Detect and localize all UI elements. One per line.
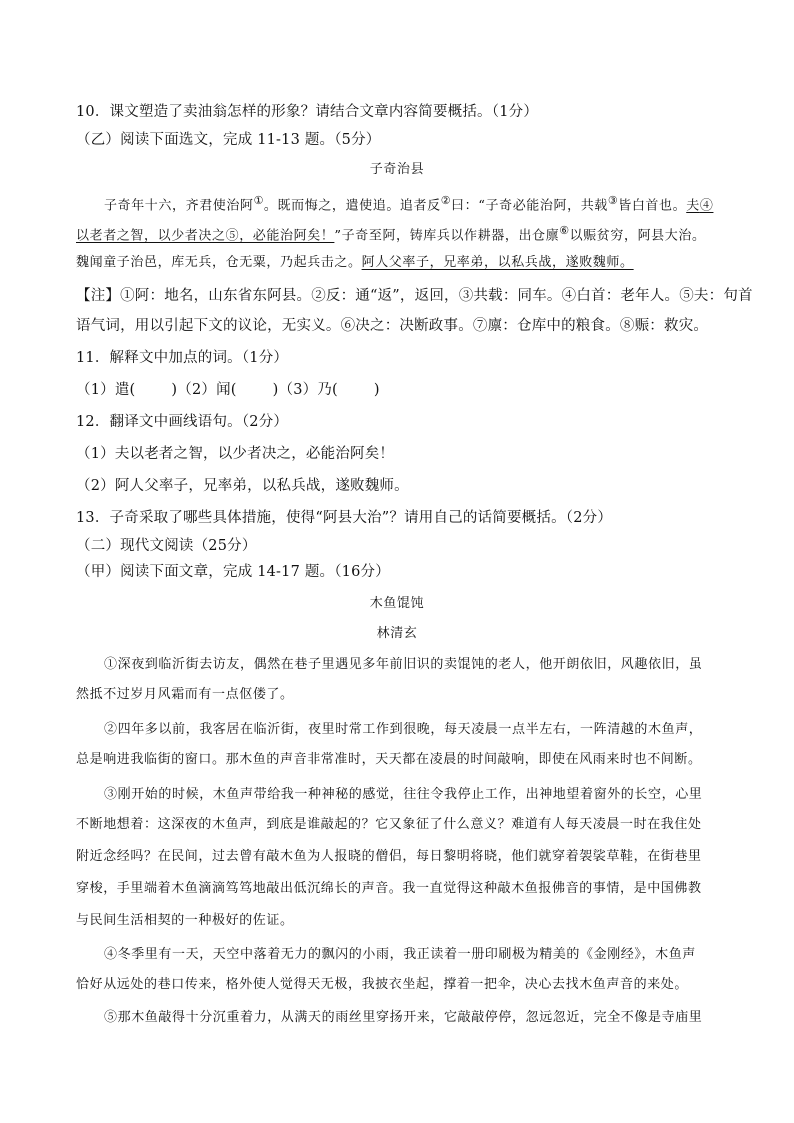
question-12-item-1: （1）夫以老者之智，以少者决之，必能治阿矣！ <box>76 446 395 462</box>
paragraph-line: ④冬季里有一天，天空中落着无力的飘闪的小雨，我正读着一册印刷极为精美的《金刚经》，木鱼声 <box>104 947 696 962</box>
section-jia-heading: （甲）阅读下面文章，完成 14-17 题。（16分） <box>76 564 390 580</box>
article-author: 林清玄 <box>376 626 418 641</box>
paragraph-line: 与民间生活相契的一种极好的佐证。 <box>76 913 294 928</box>
section-yi-heading: （乙）阅读下面选文，完成 11-13 题。（5分） <box>76 132 381 148</box>
question-12-item-2: （2）阿人父率子，兄率弟，以私兵战，遂败魏师。 <box>76 478 409 494</box>
question-11-blanks: （1）遣( )（2）闻( )（3）乃( ) <box>76 382 380 398</box>
classical-title: 子奇治县 <box>369 162 425 177</box>
paragraph-line: 然抵不过岁月风霜而有一点伛偻了。 <box>76 687 294 702</box>
classical-line-1: 子奇年十六，齐君使治阿①。既而悔之，遣使追。追者反②曰：“子奇必能治阿，共载③皆白首也。夫④ <box>104 194 714 214</box>
question-13: 13．子奇采取了哪些具体措施，使得“阿县大治”？请用自己的话简要概括。（2分） <box>76 510 613 526</box>
paragraph-line: 附近念经吗？在民间，过去曾有敲木鱼为人报晓的僧侣，每日黎明将晓，他们就穿着袈裟草鞋，在街巷里 <box>76 849 702 864</box>
note-marker-4: ④ <box>699 198 714 214</box>
paragraph-line: 不断地想着：这深夜的木鱼声，到底是谁敲起的？它又象征了什么意义？难道有人每天凌晨一时在我住处 <box>76 817 702 832</box>
notes-line-1: 【注】①阿：地名，山东省东阿县。②反：通“返”，返回，③共载：同车。④白首：老年人。⑤夫：句首 <box>76 288 753 304</box>
question-10: 10．课文塑造了卖油翁怎样的形象？请结合文章内容简要概括。（1分） <box>76 104 539 120</box>
paragraph-line: 穿梭，手里端着木鱼滴滴笃笃地敲出低沉绵长的声音。我一直觉得这种敲木鱼报佛音的事情，是中国佛教 <box>76 881 702 896</box>
underlined-sentence-1: 以老者之智，以少者决之⑤，必能治阿矣！ <box>76 228 335 244</box>
underlined-sentence-2: 阿人父率子，兄率弟，以私兵战，遂败魏师。 <box>361 255 634 270</box>
paragraph-line: ⑤那木鱼敲得十分沉重着力，从满天的雨丝里穿扬开来，它敲敲停停，忽远忽近，完全不像是寺庙里 <box>104 1010 703 1025</box>
paragraph-line: 恰好从远处的巷口传来，格外使人觉得天无极，我披衣坐起，撑着一把伞，决心去找木鱼声音的来处。 <box>76 977 689 992</box>
paragraph-line: ③刚开始的时候，木鱼声带给我一种神秘的感觉，往往令我停止工作，出神地望着窗外的长空，心里 <box>104 787 703 802</box>
paragraph-line: ②四年多以前，我客居在临沂街，夜里时常工作到很晚，每天凌晨一点半左右，一阵清越的木鱼声， <box>104 722 703 737</box>
notes-line-2: 语气词，用以引起下文的议论，无实义。⑥决之：决断政事。⑦廪：仓库中的粮食。⑧赈：救灾。 <box>76 318 709 334</box>
article-title: 木鱼馄饨 <box>369 596 425 611</box>
classical-line-3: 魏闻童子治邑，库无兵，仓无粟，乃起兵击之。阿人父率子，兄率弟，以私兵战，遂败魏师。 <box>76 255 634 270</box>
question-12: 12．翻译文中画线语句。（2分） <box>76 414 289 430</box>
section-modern-heading: （二）现代文阅读（25分） <box>76 538 257 554</box>
question-11: 11．解释文中加点的词。（1分） <box>76 350 289 366</box>
paragraph-line: ①深夜到临沂街去访友，偶然在巷子里遇见多年前旧识的卖馄饨的老人，他开朗依旧，风趣依旧，虽 <box>104 657 703 672</box>
paragraph-line: 总是响进我临街的窗口。那木鱼的声音非常准时，天天都在凌晨的时间敲响，即使在风雨来时也不间断。 <box>76 752 702 767</box>
classical-line-2: 以老者之智，以少者决之⑤，必能治阿矣！”子奇至阿，铸库兵以作耕器，出仓廪⑥以赈贫穷，阿县大治。 <box>76 224 706 244</box>
